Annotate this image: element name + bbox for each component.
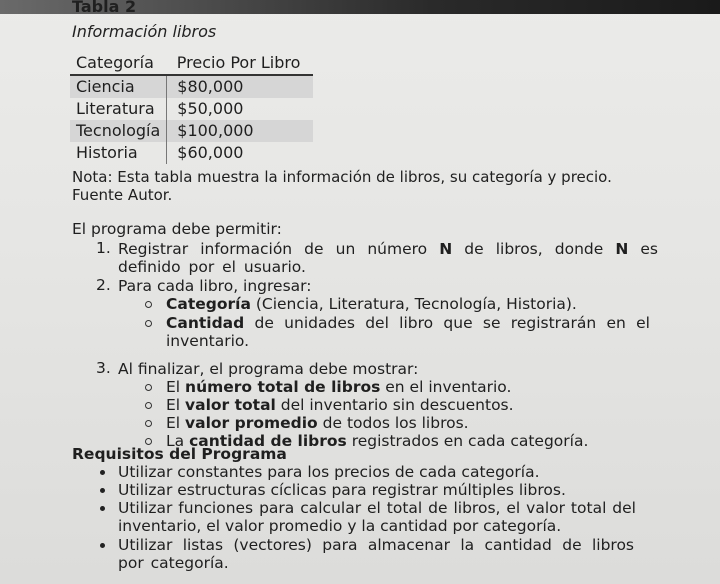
header-precio: Precio Por Libro	[167, 52, 314, 75]
item-3-sub-3: El valor promedio de todos los libros.	[166, 414, 469, 432]
item-number: 1.	[96, 239, 111, 257]
cell-price: $80,000	[167, 75, 314, 98]
requirement-item: Utilizar listas (vectores) para almacenar la cantidad de libros por categoría.	[118, 536, 634, 572]
table-title: Información libros	[72, 22, 217, 41]
requirements-title: Requisitos del Programa	[72, 445, 287, 463]
item-2-text: Para cada libro, ingresar:	[118, 277, 312, 295]
item-1-text: Registrar información de un número N de libros, donde N es definido por el usuario.	[118, 240, 659, 276]
bullet-icon	[100, 506, 105, 511]
circle-bullet-icon	[145, 301, 152, 308]
requirement-item: Utilizar funciones para calcular el total de libros, el valor total del inventario, el valor promedio y la cantidad por categoría.	[118, 499, 636, 535]
cell-category: Literatura	[76, 99, 155, 118]
bullet-icon	[100, 470, 105, 475]
cell-category: Historia	[76, 143, 138, 162]
circle-bullet-icon	[145, 402, 152, 409]
program-intro: El programa debe permitir:	[72, 220, 282, 238]
cell-category: Ciencia	[70, 75, 167, 98]
header-categoria: Categoría	[70, 52, 167, 75]
item-number: 3.	[96, 359, 111, 377]
item-number: 2.	[96, 276, 111, 294]
table-row	[70, 120, 313, 142]
books-table	[70, 52, 313, 164]
table-number: Tabla 2	[72, 0, 137, 16]
requirement-item: Utilizar constantes para los precios de cada categoría.	[118, 463, 540, 481]
item-3-text: Al finalizar, el programa debe mostrar:	[118, 360, 419, 378]
circle-bullet-icon	[145, 438, 152, 445]
requirement-item: Utilizar estructuras cíclicas para registrar múltiples libros.	[118, 481, 566, 499]
circle-bullet-icon	[145, 384, 152, 391]
circle-bullet-icon	[145, 420, 152, 427]
item-3-sub-2: El valor total del inventario sin descuentos.	[166, 396, 514, 414]
item-2-sub-1: Categoría (Ciencia, Literatura, Tecnología, Historia).	[166, 295, 577, 313]
item-3-sub-4: La cantidad de libros registrados en cada categoría.	[166, 432, 589, 450]
bullet-icon	[100, 488, 105, 493]
item-2-sub-2: Cantidad de unidades del libro que se registrarán en el inventario.	[166, 314, 650, 350]
table-row	[70, 142, 313, 164]
cell-price: $60,000	[167, 142, 314, 164]
cell-price: $50,000	[167, 98, 314, 120]
table-row	[70, 98, 313, 120]
circle-bullet-icon	[145, 320, 152, 327]
cell-category: Tecnología	[70, 120, 167, 142]
bullet-icon	[100, 543, 105, 548]
item-3-sub-1: El número total de libros en el inventario.	[166, 378, 512, 396]
cell-price: $100,000	[167, 120, 314, 142]
table-note: Nota: Esta tabla muestra la información de libros, su categoría y precio.	[72, 168, 612, 186]
table-row	[70, 75, 313, 98]
table-header-row	[70, 52, 313, 75]
table-source: Fuente Autor.	[72, 186, 173, 204]
